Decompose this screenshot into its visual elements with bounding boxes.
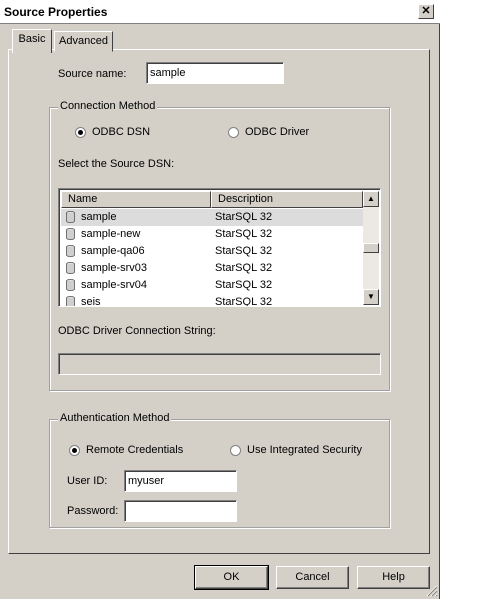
database-icon bbox=[66, 211, 75, 223]
dsn-name: sample-new bbox=[81, 228, 141, 240]
column-header-description[interactable]: Description bbox=[211, 191, 363, 208]
dsn-name: seis bbox=[81, 296, 101, 307]
database-icon bbox=[66, 296, 75, 307]
scroll-up-button[interactable] bbox=[363, 191, 379, 207]
remote-credentials-radio[interactable] bbox=[69, 445, 80, 456]
tab-basic[interactable]: Basic bbox=[12, 29, 52, 53]
dsn-row[interactable] bbox=[61, 294, 363, 307]
database-icon bbox=[66, 279, 75, 291]
arrow-up-icon: ▲ bbox=[367, 194, 375, 203]
scroll-thumb[interactable] bbox=[363, 243, 379, 253]
dsn-row[interactable] bbox=[61, 209, 363, 226]
dsn-name: sample-srv03 bbox=[81, 262, 148, 274]
driver-string-label: ODBC Driver Connection String: bbox=[58, 325, 216, 337]
resize-grip-icon[interactable] bbox=[426, 585, 438, 597]
arrow-down-icon: ▼ bbox=[367, 292, 375, 301]
user-id-label: User ID: bbox=[67, 475, 108, 487]
authentication-method-title: Authentication Method bbox=[60, 412, 170, 424]
source-name-label: Source name: bbox=[58, 68, 127, 80]
database-icon bbox=[66, 245, 75, 257]
help-button[interactable]: Help bbox=[357, 566, 430, 589]
dsn-list[interactable] bbox=[58, 188, 381, 307]
dsn-description: StarSQL 32 bbox=[215, 279, 273, 291]
dsn-row[interactable] bbox=[61, 260, 363, 277]
ok-button[interactable]: OK bbox=[195, 566, 268, 589]
integrated-security-radio[interactable] bbox=[230, 445, 241, 456]
dsn-row[interactable] bbox=[61, 277, 363, 294]
dsn-row[interactable] bbox=[61, 226, 363, 243]
odbc-dsn-label[interactable]: ODBC DSN bbox=[92, 126, 151, 138]
odbc-dsn-radio[interactable] bbox=[75, 127, 86, 138]
dsn-description: StarSQL 32 bbox=[215, 296, 273, 307]
remote-credentials-label[interactable]: Remote Credentials bbox=[86, 444, 184, 456]
dsn-name: sample-qa06 bbox=[81, 245, 145, 257]
title-bar bbox=[0, 0, 440, 24]
user-id-input[interactable]: myuser bbox=[124, 470, 237, 492]
column-header-name[interactable]: Name bbox=[61, 191, 211, 208]
odbc-driver-radio[interactable] bbox=[228, 127, 239, 138]
connection-method-title: Connection Method bbox=[60, 100, 156, 112]
driver-string-input[interactable] bbox=[58, 353, 381, 375]
source-name-input[interactable]: sample bbox=[146, 62, 284, 84]
database-icon bbox=[66, 262, 75, 274]
tab-advanced[interactable]: Advanced bbox=[54, 31, 113, 52]
scroll-down-button[interactable] bbox=[363, 289, 379, 305]
dsn-row[interactable] bbox=[61, 243, 363, 260]
odbc-driver-label[interactable]: ODBC Driver bbox=[245, 126, 310, 138]
password-label: Password: bbox=[67, 505, 119, 517]
select-dsn-label: Select the Source DSN: bbox=[58, 158, 175, 170]
database-icon bbox=[66, 228, 75, 240]
close-icon: ✕ bbox=[421, 5, 431, 17]
dsn-name: sample-srv04 bbox=[81, 279, 148, 291]
dsn-description: StarSQL 32 bbox=[215, 262, 273, 274]
cancel-button[interactable]: Cancel bbox=[276, 566, 349, 589]
close-button[interactable] bbox=[418, 4, 434, 19]
window-title: Source Properties bbox=[4, 5, 108, 19]
dsn-list-scrollbar[interactable] bbox=[363, 191, 379, 305]
dsn-description: StarSQL 32 bbox=[215, 211, 273, 223]
integrated-security-label[interactable]: Use Integrated Security bbox=[247, 444, 362, 456]
dsn-name: sample bbox=[81, 211, 117, 223]
dsn-description: StarSQL 32 bbox=[215, 228, 273, 240]
dsn-description: StarSQL 32 bbox=[215, 245, 273, 257]
password-input[interactable] bbox=[124, 500, 237, 522]
